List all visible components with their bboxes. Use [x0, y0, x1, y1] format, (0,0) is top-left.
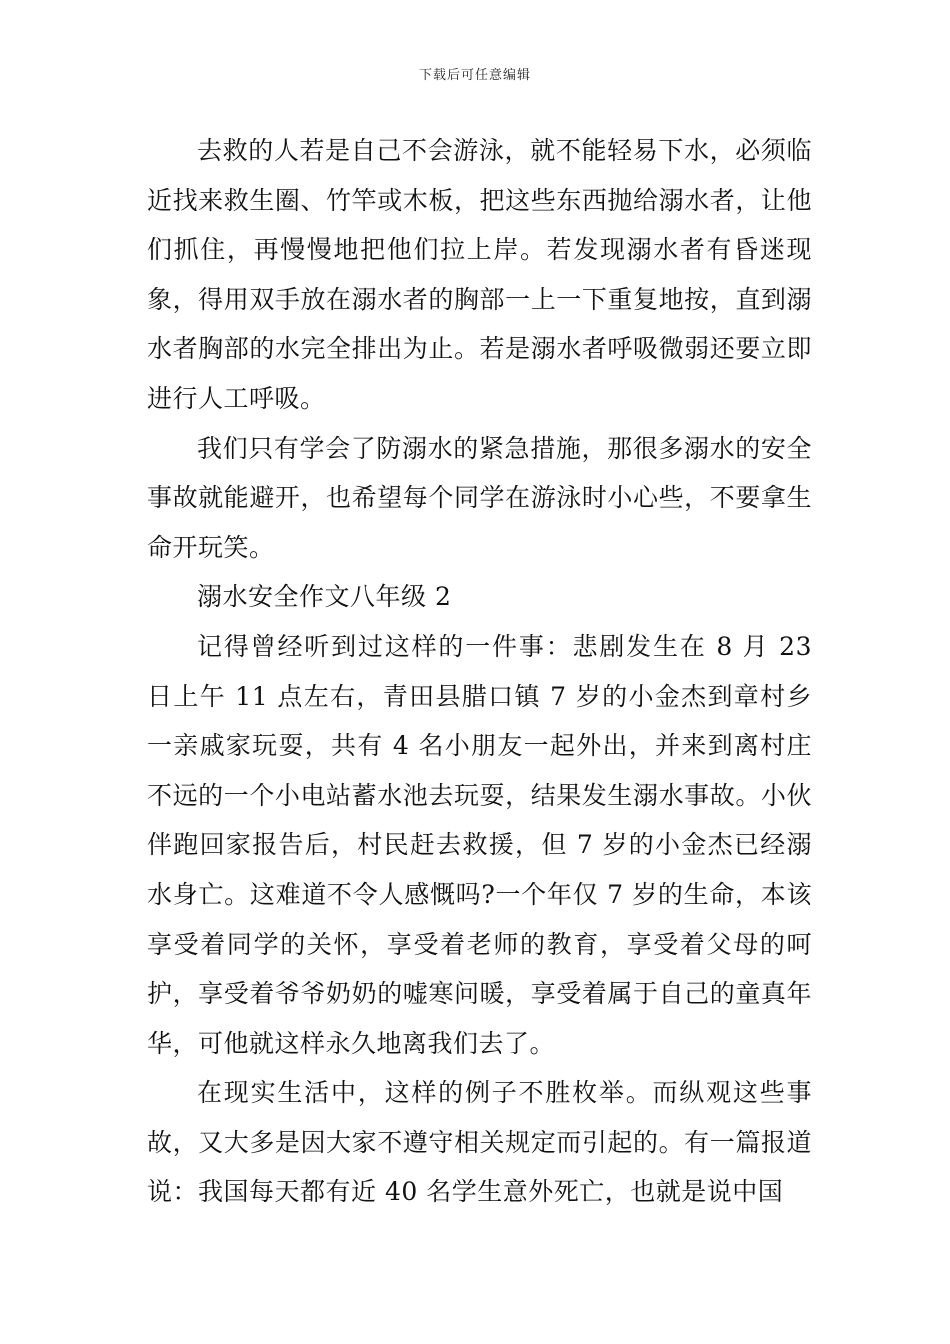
paragraph-real-life-examples: 在现实生活中，这样的例子不胜枚举。而纵观这些事故，又大多是因大家不遵守相关规定而引起的。有一篇报道说：我国每天都有近 40 名学生意外死亡，也就是说中国	[147, 1078, 812, 1207]
section-title: 溺水安全作文八年级 2	[197, 582, 452, 612]
document-body	[147, 126, 812, 1217]
paragraph-incident-story: 记得曾经听到过这样的一件事：悲剧发生在 8 月 23 日上午 11 点左右，青田县腊口镇 7 岁的小金杰到章村乡一亲戚家玩耍，共有 4 名小朋友一起外出，并来到离村庄不远的一个小电站蓄水池去玩耍，结果发生溺水事故。小伙伴跑回家报告后，村民赶去救援，但 7 岁的小金杰已经溺水身亡。这难道不令人感慨吗?一个年仅 7 岁的生命，本该享受着同学的关怀，享受着老师的教育，享受着父母的呵护，享受着爷爷奶奶的嘘寒问暖，享受着属于自己的童真年华，可他就这样永久地离我们去了。	[147, 631, 812, 1058]
paragraph-safety-conclusion: 我们只有学会了防溺水的紧急措施，那很多溺水的安全事故就能避开，也希望每个同学在游泳时小心些，不要拿生命开玩笑。	[147, 433, 812, 562]
paragraph-rescue-method: 去救的人若是自己不会游泳，就不能轻易下水，必须临近找来救生圈、竹竿或木板，把这些东西抛给溺水者，让他们抓住，再慢慢地把他们拉上岸。若发现溺水者有昏迷现象，得用双手放在溺水者的胸部一上一下重复地按，直到溺水者胸部的水完全排出为止。若是溺水者呼吸微弱还要立即进行人工呼吸。	[147, 136, 812, 413]
page-header-note: 下载后可任意编辑	[418, 68, 531, 83]
